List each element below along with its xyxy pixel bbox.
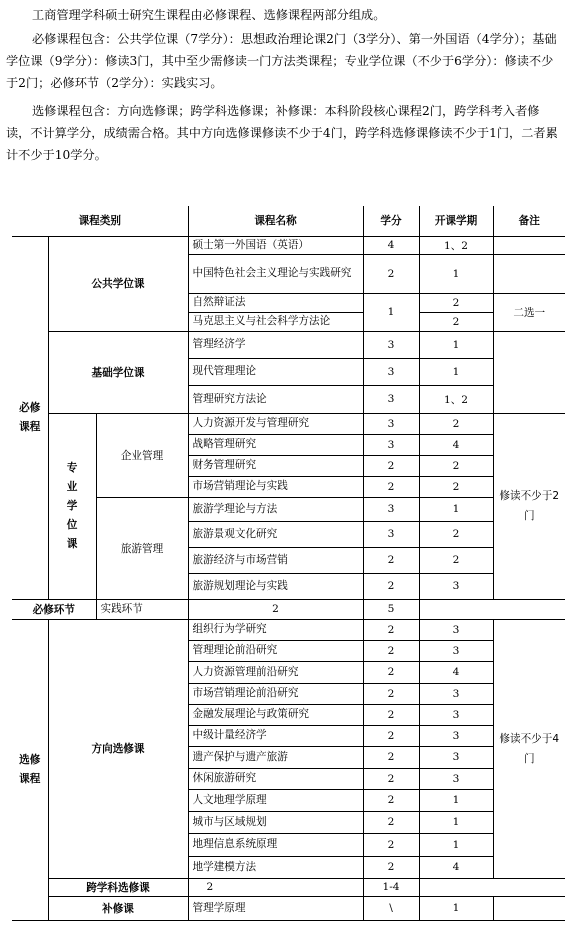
course-credits: 3: [363, 434, 419, 455]
course-credits: 2: [363, 661, 419, 683]
course-credits: 2: [363, 768, 419, 789]
course-credits: \: [363, 896, 419, 920]
course-credits: 3: [363, 358, 419, 385]
course-name: 财务管理研究: [188, 455, 363, 476]
course-credits: 3: [363, 497, 419, 521]
group-cross: 跨学科选修课: [48, 878, 188, 896]
course-semester: 4: [419, 856, 493, 878]
course-credits: 2: [363, 725, 419, 746]
course-name: 旅游景观文化研究: [188, 521, 363, 547]
course-credits: 3: [363, 521, 419, 547]
course-semester: 1: [419, 358, 493, 385]
group-direction: 方向选修课: [48, 619, 188, 878]
group-practice: 必修环节: [12, 599, 96, 619]
course-credits: 2: [188, 599, 363, 619]
course-semester: 2: [419, 521, 493, 547]
course-credits: 2: [363, 547, 419, 573]
course-credits: 4: [363, 236, 419, 254]
course-name: 人力资源开发与管理研究: [188, 413, 363, 434]
course-name: 金融发展理论与政策研究: [188, 704, 363, 725]
course-credits: 2: [363, 455, 419, 476]
table-row: [12, 236, 565, 254]
course-name: 硕士第一外国语（英语）: [188, 236, 363, 254]
course-name: 城市与区域规划: [188, 811, 363, 833]
course-credits: 2: [363, 789, 419, 811]
course-credits: 2: [363, 254, 419, 293]
table-row: [12, 896, 565, 920]
course-credits: 3: [363, 385, 419, 413]
course-name: 组织行为学研究: [188, 619, 363, 640]
course-name: 旅游规划理论与实践: [188, 573, 363, 599]
course-semester: 1: [419, 811, 493, 833]
table-row: [12, 331, 565, 358]
course-semester: 2: [419, 312, 493, 331]
header-semester: 开课学期: [419, 206, 493, 236]
course-semester: 2: [419, 476, 493, 497]
intro-paragraph-2: 必修课程包含：公共学位课（7学分）：思想政治理论课2门（3学分）、第一外国语（4学分）；基础学位课（9学分）：修读3门，其中至少需修读一门方法类课程；专业学位课（不少于6学分）：修读不少于2门；必修环节（2学分）：实践实习。: [6, 32, 557, 90]
course-name: 人文地理学原理: [188, 789, 363, 811]
group-required: 必修课程: [12, 236, 48, 599]
course-name: 市场营销理论与实践: [188, 476, 363, 497]
course-name: 人力资源管理前沿研究: [188, 661, 363, 683]
course-name: 旅游学理论与方法: [188, 497, 363, 521]
course-name: 管理理论前沿研究: [188, 640, 363, 661]
course-name: 实践环节: [96, 599, 188, 619]
course-name: 管理学原理: [188, 896, 363, 920]
group-public: 公共学位课: [48, 236, 188, 331]
course-semester: 3: [419, 704, 493, 725]
course-semester: 3: [419, 619, 493, 640]
course-semester: 1、2: [419, 385, 493, 413]
course-credits: 2: [363, 746, 419, 768]
group-remedial: 补修课: [48, 896, 188, 920]
course-credits: 2: [363, 704, 419, 725]
course-credits: 2: [363, 683, 419, 704]
course-semester: 3: [419, 725, 493, 746]
course-semester: 2: [419, 413, 493, 434]
table-row: [12, 878, 565, 896]
course-name: 休闲旅游研究: [188, 768, 363, 789]
note-choose-one: 二选一: [493, 293, 565, 331]
course-semester: 1、2: [419, 236, 493, 254]
course-semester: 3: [419, 640, 493, 661]
table-row: [12, 599, 565, 619]
intro-paragraph-1: 工商管理学科硕士研究生课程由必修课程、选修课程两部分组成。: [32, 8, 386, 22]
course-semester: 2: [419, 293, 493, 312]
group-tourism: 旅游管理: [96, 497, 188, 599]
note-min-2: 修读不少于2门: [493, 413, 565, 599]
course-semester: 4: [419, 661, 493, 683]
course-credits: 2: [363, 619, 419, 640]
course-credits: 2: [363, 833, 419, 856]
group-enterprise: 企业管理: [96, 413, 188, 497]
course-credits: 2: [363, 640, 419, 661]
table-row: [12, 413, 565, 434]
course-credits: 2: [363, 856, 419, 878]
course-name: 战略管理研究: [188, 434, 363, 455]
course-credits: 2: [363, 811, 419, 833]
course-name: 管理经济学: [188, 331, 363, 358]
header-course: 课程名称: [188, 206, 363, 236]
course-semester: 4: [419, 434, 493, 455]
course-semester: 2: [419, 455, 493, 476]
cross-credits: 2: [188, 878, 363, 896]
course-semester: 1: [419, 833, 493, 856]
course-name: 马克思主义与社会科学方法论: [188, 312, 363, 331]
group-basic: 基础学位课: [48, 331, 188, 413]
course-semester: 1: [419, 896, 493, 920]
course-name: 自然辩证法: [188, 293, 363, 312]
course-semester: 5: [363, 599, 419, 619]
group-elective: 选修课程: [12, 619, 48, 920]
course-name: 管理研究方法论: [188, 385, 363, 413]
course-semester: 3: [419, 746, 493, 768]
table-row: [12, 619, 565, 640]
course-credits: 3: [363, 413, 419, 434]
intro-paragraph-3: 选修课程包含：方向选修课；跨学科选修课；补修课：本科阶段核心课程2门，跨学科考入者修读，不计算学分，成绩需合格。其中方向选修课修读不少于4门，跨学科选修课修读不少于1门，二者累计不少于10学分。: [6, 104, 558, 162]
course-semester: 1: [419, 331, 493, 358]
course-name: 旅游经济与市场营销: [188, 547, 363, 573]
group-major: 专业学位课: [48, 413, 96, 599]
course-name: 遗产保护与遗产旅游: [188, 746, 363, 768]
table-header-row: [12, 206, 565, 236]
course-credits: 1: [363, 293, 419, 331]
header-category: 课程类别: [12, 206, 188, 236]
course-semester: 3: [419, 768, 493, 789]
header-credits: 学分: [363, 206, 419, 236]
course-name: 地理信息系统原理: [188, 833, 363, 856]
course-semester: 1: [419, 789, 493, 811]
course-name: 现代管理理论: [188, 358, 363, 385]
course-semester: 3: [419, 683, 493, 704]
course-name: 地学建模方法: [188, 856, 363, 878]
note-min-4: 修读不少于4门: [493, 619, 565, 878]
course-credits: 2: [363, 573, 419, 599]
cross-semester: 1-4: [363, 878, 419, 896]
header-notes: 备注: [493, 206, 565, 236]
course-name: 市场营销理论前沿研究: [188, 683, 363, 704]
course-semester: 1: [419, 254, 493, 293]
course-name: 中国特色社会主义理论与实践研究: [188, 254, 363, 293]
course-credits: 2: [363, 476, 419, 497]
curriculum-table: [12, 206, 565, 921]
course-credits: 3: [363, 331, 419, 358]
course-semester: 3: [419, 573, 493, 599]
course-semester: 1: [419, 497, 493, 521]
course-semester: 2: [419, 547, 493, 573]
course-name: 中级计量经济学: [188, 725, 363, 746]
